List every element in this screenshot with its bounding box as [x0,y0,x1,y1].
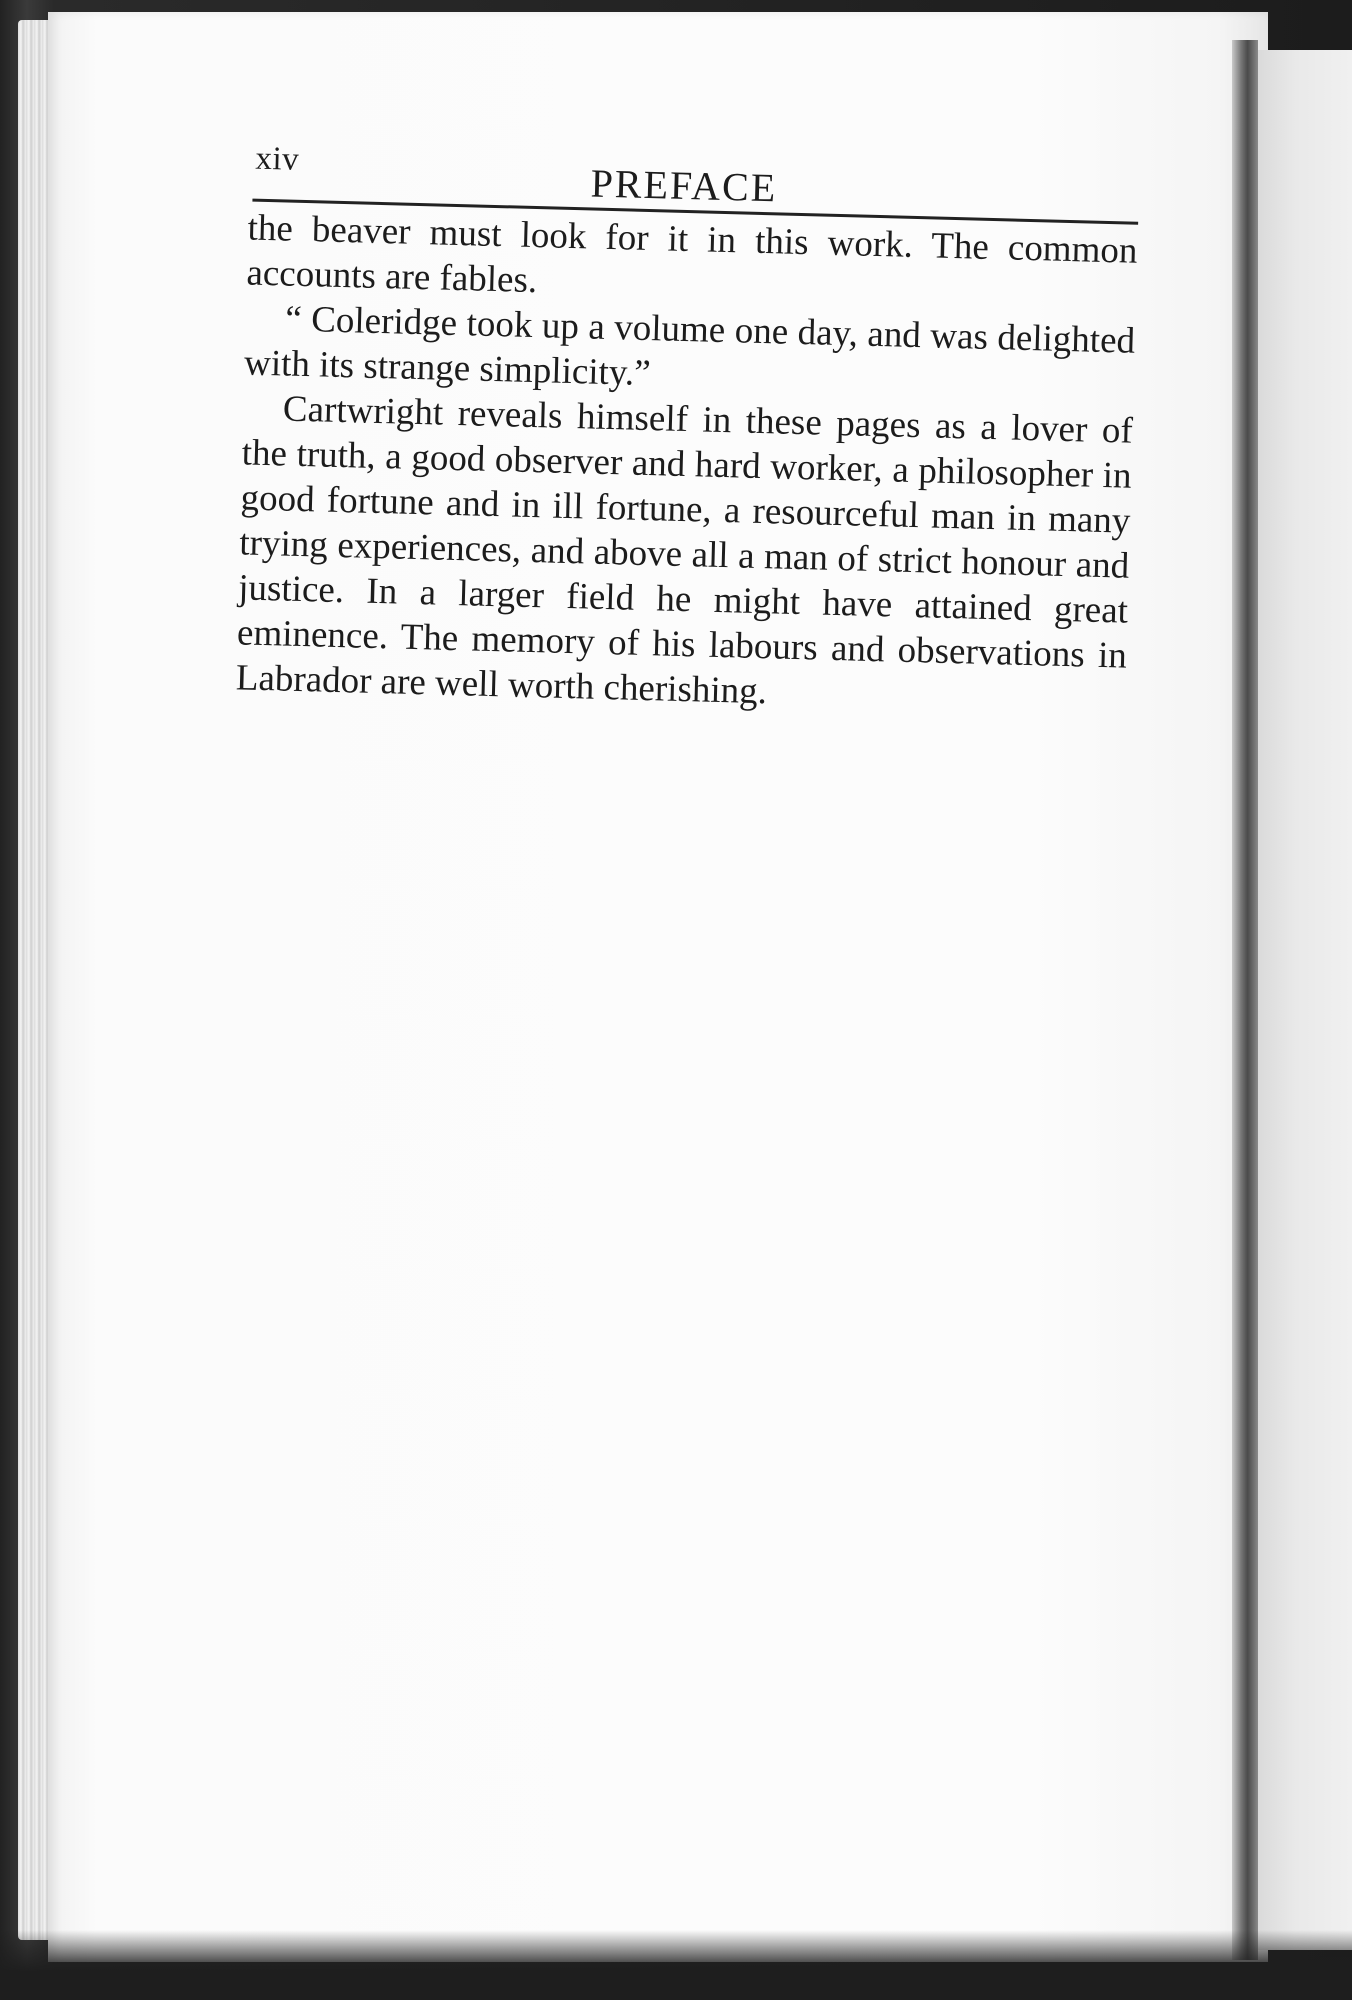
page-title: PREFACE [590,160,778,211]
paragraph-cartwright: Cartwright reveals himself in these pages as a lover of the truth, a good observer and hard worker, a philosopher in good fortune and in ill fortune, a resourceful man in many trying experiences, and above all a man of strict honour and justice. In a larger field he might have attained great eminence. The memory of his labours and observations in Labrador are well worth cherishing. [235,388,1134,713]
page-number: xiv [255,140,300,178]
paragraph-coleridge-quote: “ Coleridge took up a volume one day, and was delighted with its strange simplicity.” [243,298,1136,395]
text-block [215,140,1139,724]
binding-shadow [1232,40,1258,1960]
body-text [215,205,1138,724]
paragraph-continuation: the beaver must look for it in this work. The common accounts are fables. [245,207,1138,302]
bottom-shadow [0,1930,1352,2000]
facing-page-edge [1258,50,1352,1950]
